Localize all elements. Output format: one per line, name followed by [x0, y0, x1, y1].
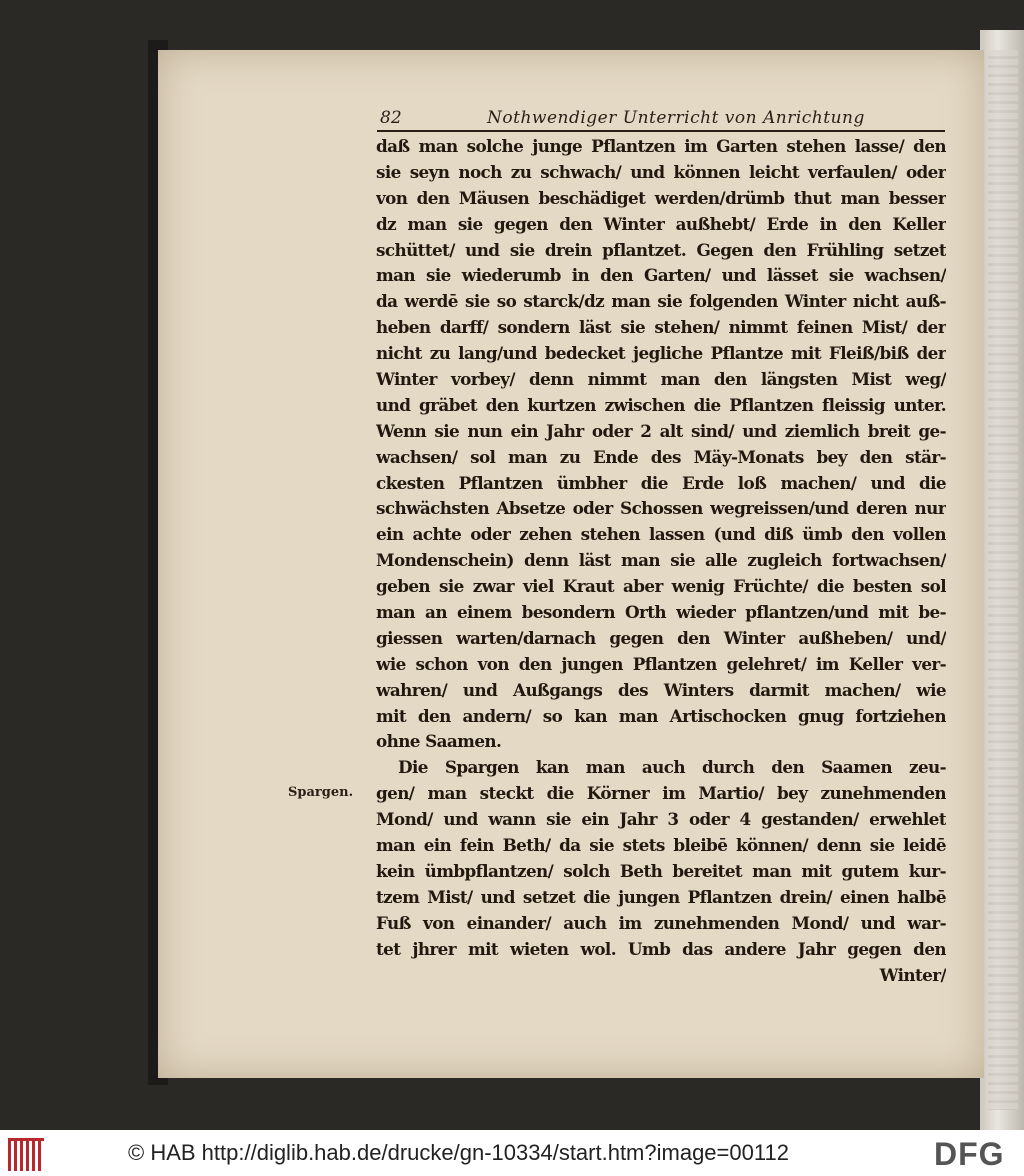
marginal-note: Spargen. — [288, 785, 354, 800]
text-line: nicht zu lang/und bedecket jegliche Pflantze mit Fleiß/biß der — [376, 343, 946, 364]
text-line: wahren/ und Außgangs des Winters darmit machen/ wie — [376, 679, 946, 700]
text-line: Mondenschein) denn läst man sie alle zugleich fortwachsen/ — [376, 550, 946, 571]
text-line: giessen warten/darnach gegen den Winter außheben/ und/ — [376, 627, 946, 648]
barcode-icon — [8, 1138, 44, 1171]
page-number: 82 — [380, 108, 402, 128]
text-line: kein ümbpflantzen/ solch Beth bereitet man mit gutem kur- — [376, 860, 946, 881]
text-line: daß man solche junge Pflantzen im Garten stehen lasse/ den — [376, 136, 946, 156]
text-line: Die Spargen kan man auch durch den Saamen zeu- — [398, 757, 946, 778]
text-line: tzem Mist/ und setzet die jungen Pflantzen drein/ einen halbē — [376, 886, 946, 907]
catchword: Winter/ — [879, 964, 946, 985]
text-line: schwächsten Absetze oder Schossen wegreissen/und deren nur — [376, 498, 946, 519]
text-line: sie seyn noch zu schwach/ und können leicht verfaulen/ oder — [376, 161, 946, 182]
page-header — [377, 104, 945, 132]
body-text — [376, 134, 946, 988]
text-line: ohne Saamen. — [376, 731, 502, 752]
text-line: Winter vorbey/ denn nimmt man den längsten Mist weg/ — [376, 369, 946, 390]
text-line: schüttet/ und sie drein pflantzet. Gegen den Frühling setzet — [376, 239, 946, 260]
text-line: Mond/ und wann sie ein Jahr 3 oder 4 gestanden/ erwehlet — [376, 809, 946, 830]
dfg-logo: DFG — [934, 1136, 1005, 1172]
text-line: da werdē sie so starck/dz man sie folgenden Winter nicht auß- — [376, 291, 946, 312]
text-line: Fuß von einander/ auch im zunehmenden Mond/ und war- — [376, 912, 946, 933]
text-line: und gräbet den kurtzen zwischen die Pflantzen fleissig unter. — [376, 394, 946, 415]
running-title: Nothwendiger Unterricht von Anrichtung — [487, 108, 865, 128]
text-line: man ein fein Beth/ da sie stets bleibē können/ denn sie leidē — [376, 835, 946, 856]
text-line: tet jhrer mit wieten wol. Umb das andere Jahr gegen den — [376, 938, 946, 959]
text-line: man an einem besondern Orth wieder pflantzen/und mit be- — [376, 602, 946, 623]
text-line: wie schon von den jungen Pflantzen gelehret/ im Keller ver- — [376, 653, 946, 674]
citation-link[interactable]: © HAB http://diglib.hab.de/drucke/gn-10334/start.htm?image=00112 — [128, 1140, 789, 1165]
text-line: ckesten Pflantzen ümbher die Erde loß machen/ und die — [376, 472, 946, 493]
text-line: dz man sie gegen den Winter außhebt/ Erde in den Keller — [376, 213, 946, 234]
adjacent-pages-edge — [980, 30, 1024, 1130]
text-line: mit den andern/ so kan man Artischocken gnug fortziehen — [376, 705, 946, 726]
text-line: von den Mäusen beschädiget werden/drümb thut man besser — [376, 187, 946, 208]
footer-bar — [0, 1130, 1024, 1176]
text-line: wachsen/ sol man zu Ende des Mäy-Monats bey den stär- — [376, 446, 946, 467]
text-line: Wenn sie nun ein Jahr oder 2 alt sind/ und ziemlich breit ge- — [376, 420, 946, 441]
text-line: man sie wiederumb in den Garten/ und lässet sie wachsen/ — [376, 265, 946, 286]
text-line: heben darff/ sondern läst sie stehen/ nimmt feinen Mist/ der — [376, 317, 946, 338]
text-line: geben sie zwar viel Kraut aber wenig Früchte/ die besten sol — [376, 576, 946, 597]
text-line: gen/ man steckt die Körner im Martio/ bey zunehmenden — [376, 783, 946, 804]
text-line: ein achte oder zehen stehen lassen (und diß ümb den vollen — [376, 524, 946, 545]
